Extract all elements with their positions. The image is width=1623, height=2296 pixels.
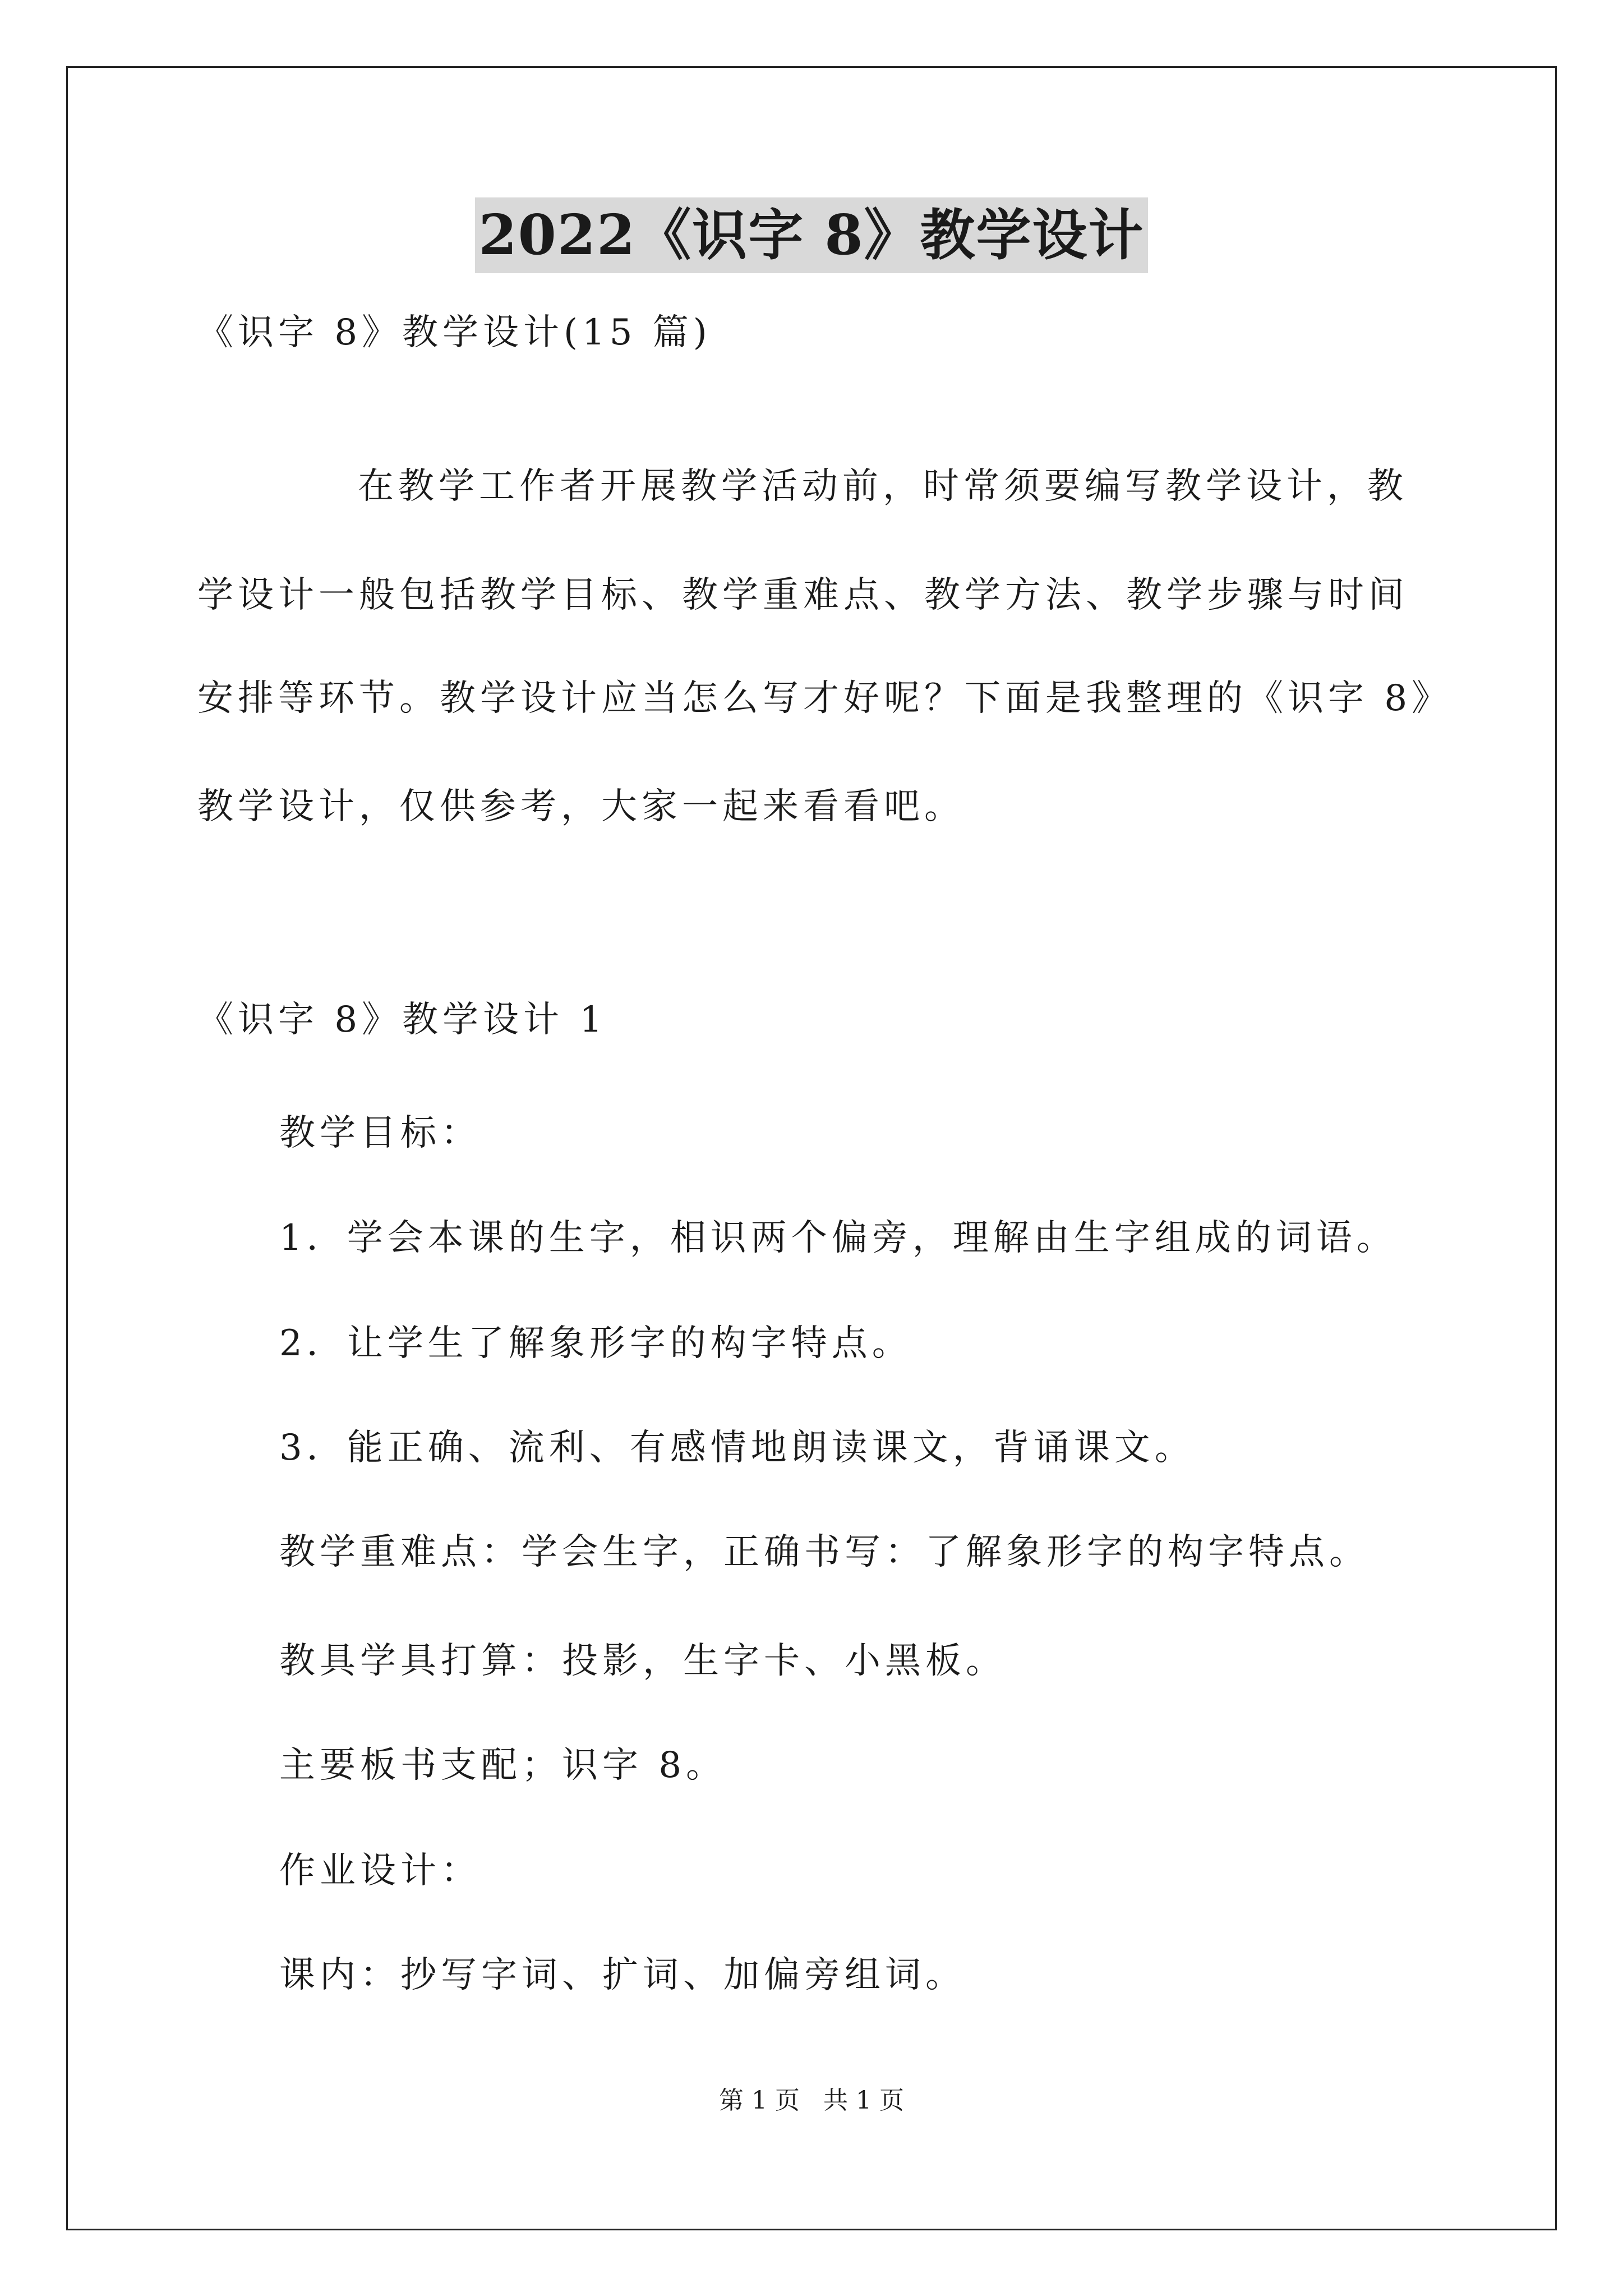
intro-line-3: 安排等环节。教学设计应当怎么写才好呢？下面是我整理的《识字 8》 [197, 678, 1453, 719]
document-subtitle: 《识字 8》教学设计(15 篇) [197, 312, 712, 353]
intro-line-1: 在教学工作者开展教学活动前，时常须要编写教学设计，教 [358, 466, 1408, 507]
section-line-goal-3: 3．能正确、流利、有感情地朗读课文，背诵课文。 [279, 1427, 1195, 1469]
section-line-goal-2: 2．让学生了解象形字的构字特点。 [279, 1323, 912, 1364]
intro-line-4: 教学设计，仅供参考，大家一起来看看吧。 [197, 786, 965, 827]
section-line-goal-1: 1．学会本课的生字，相识两个偏旁，理解由生字组成的词语。 [279, 1217, 1397, 1259]
title-container [0, 197, 1623, 273]
section-line-key-points: 教学重难点：学会生字，正确书写：了解象形字的构字特点。 [279, 1531, 1370, 1573]
section-line-teaching-aids: 教具学具打算：投影，生字卡、小黑板。 [279, 1640, 1006, 1682]
section-line-in-class: 课内：抄写字词、扩词、加偏旁组词。 [279, 1954, 966, 1996]
page-footer: 第 1 页 共 1 页 [719, 2086, 904, 2115]
section-heading: 《识字 8》教学设计 1 [197, 999, 607, 1041]
document-title: 2022《识字 8》教学设计 [475, 197, 1147, 273]
section-line-board-plan: 主要板书支配；识字 8。 [279, 1745, 727, 1786]
intro-line-2: 学设计一般包括教学目标、教学重难点、教学方法、教学步骤与时间 [197, 574, 1409, 616]
section-line-objectives: 教学目标： [279, 1112, 481, 1154]
section-line-homework: 作业设计： [279, 1850, 481, 1892]
